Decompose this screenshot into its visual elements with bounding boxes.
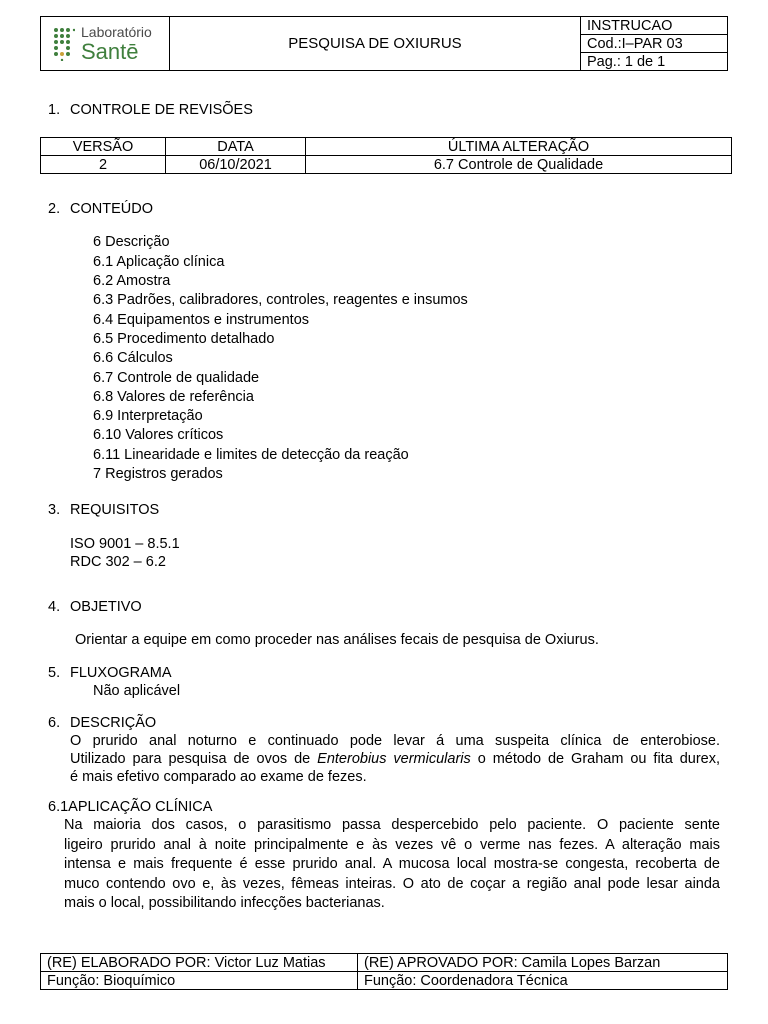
toc-item: 6.3 Padrões, calibradores, controles, reagentes e insumos — [93, 292, 468, 308]
logo-dots-icon — [53, 27, 75, 61]
page-number: Pag.: 1 de 1 — [581, 53, 728, 71]
approver-role: Função: Coordenadora Técnica — [358, 972, 728, 990]
paragraph-line: muco contendo ovo e, às vezes, fêmeas inteiras. O ato de coçar a região anal pode lesar ainda — [64, 875, 720, 892]
description-line: O prurido anal noturno e continuado pode levar á uma suspeita clínica de enterobiose. — [70, 733, 720, 749]
toc-item: 6.9 Interpretação — [93, 408, 203, 424]
table-row — [41, 156, 732, 174]
logo-text-sante: Santē — [81, 38, 139, 64]
toc-item: 6.10 Valores críticos — [93, 427, 224, 443]
approved-by: (RE) APROVADO POR: Camila Lopes Barzan — [358, 954, 728, 972]
section-title: DESCRIÇÃO — [70, 715, 157, 731]
text-run: Utilizado para pesquisa de ovos de — [70, 751, 318, 767]
species-name: Enterobius vermicularis — [317, 751, 471, 767]
description-line — [70, 750, 720, 768]
clinical-application-paragraph — [64, 816, 720, 914]
section-6-heading — [48, 715, 156, 731]
section-number: 3. — [48, 502, 61, 518]
section-title: REQUISITOS — [70, 502, 160, 518]
revision-table — [40, 137, 732, 174]
doc-code: Cod.:I–PAR 03 — [581, 35, 728, 53]
col-header-ultima-alteracao: ÚLTIMA ALTERAÇÃO — [306, 138, 732, 156]
requirement-item: ISO 9001 – 8.5.1 — [70, 536, 180, 552]
requirement-item: RDC 302 – 6.2 — [70, 554, 166, 570]
section-number: 2. — [48, 201, 61, 217]
cell-alteracao: 6.7 Controle de Qualidade — [306, 156, 732, 174]
logo-cell — [41, 17, 170, 71]
section-5-heading — [48, 665, 172, 681]
text-run: o método de Graham ou fita durex, — [470, 751, 720, 767]
elaborator-role: Função: Bioquímico — [41, 972, 358, 990]
section-2-heading — [48, 201, 153, 217]
logo-text-laboratorio: Laboratório — [81, 23, 152, 40]
signature-table — [40, 953, 728, 990]
toc-item: 6.2 Amostra — [93, 273, 171, 289]
toc-item: 6.6 Cálculos — [93, 350, 173, 366]
paragraph-line: intensa e mais frequente é esse prurido anal. A mucosa local mostra-se congesta, recoberta de — [64, 856, 720, 872]
toc-item: 6.11 Linearidade e limites de detecção da reação — [93, 447, 409, 463]
toc-item: 6.4 Equipamentos e instrumentos — [93, 312, 310, 328]
col-header-data: DATA — [166, 138, 306, 156]
section-3-heading — [48, 502, 159, 518]
section-number: 4. — [48, 599, 61, 615]
section-title: FLUXOGRAMA — [70, 665, 172, 681]
description-paragraph — [70, 732, 720, 786]
toc-item: 7 Registros gerados — [93, 466, 223, 482]
flowchart-text: Não aplicável — [93, 683, 181, 699]
table-header-row — [41, 138, 732, 156]
cell-versao: 2 — [41, 156, 166, 174]
toc-item: 6 Descrição — [93, 234, 170, 250]
section-title: OBJETIVO — [70, 599, 142, 615]
section-number: 5. — [48, 665, 61, 681]
doc-type: INSTRUCAO — [581, 17, 728, 35]
col-header-versao: VERSÃO — [41, 138, 166, 156]
toc-item: 6.1 Aplicação clínica — [93, 254, 225, 270]
lab-logo — [41, 18, 169, 70]
section-number: 1. — [48, 102, 61, 118]
paragraph-line: Na maioria dos casos, o parasitismo passa despercebido pelo paciente. O paciente sente — [64, 817, 720, 833]
section-number: 6. — [48, 715, 61, 731]
paragraph-line: mais o local, possibilitando infecções bacterianas. — [64, 895, 385, 911]
elaborated-by: (RE) ELABORADO POR: Victor Luz Matias — [41, 954, 358, 972]
document-header — [40, 16, 728, 71]
paragraph-line: ligeiro prurido anal à noite principalmente e às vezes vê o verme nas fezes. A alteração mais — [64, 836, 720, 853]
objective-text: Orientar a equipe em como proceder nas análises fecais de pesquisa de Oxiurus. — [75, 632, 599, 648]
toc-item: 6.7 Controle de qualidade — [93, 370, 260, 386]
document-title: PESQUISA DE OXIURUS — [170, 17, 581, 71]
section-title: CONTROLE DE REVISÕES — [70, 102, 253, 118]
cell-data: 06/10/2021 — [166, 156, 306, 174]
section-6-1-heading: 6.1APLICAÇÃO CLÍNICA — [48, 799, 213, 815]
section-1-heading — [48, 102, 253, 118]
section-4-heading — [48, 599, 142, 615]
toc-item: 6.5 Procedimento detalhado — [93, 331, 275, 347]
toc-item: 6.8 Valores de referência — [93, 389, 254, 405]
section-title: CONTEÚDO — [70, 201, 153, 217]
description-line: é mais efetivo comparado ao exame de fezes. — [70, 769, 367, 785]
